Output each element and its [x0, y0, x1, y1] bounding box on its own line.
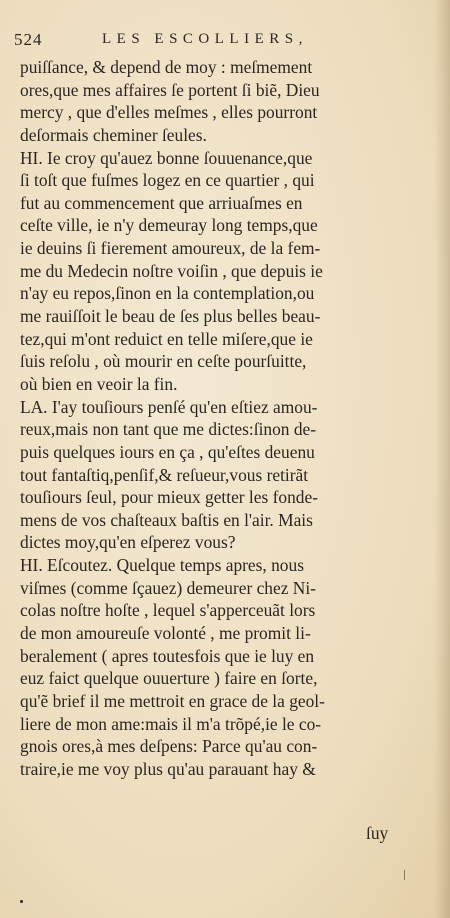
page-edge-shadow: [434, 0, 450, 918]
ink-speck: [20, 900, 23, 903]
page-number: 524: [14, 30, 43, 49]
text-line: gnois ores,à mes deſpens: Parce qu'au con-: [20, 736, 318, 757]
paper-mark: [404, 870, 405, 880]
text-line: ie deuins ſi fierement amoureux, de la fem-: [20, 238, 321, 259]
text-line: puiſſance, & depend de moy : meſmement: [20, 57, 313, 77]
text-line: colas noſtre hoſte , lequel s'apperceuãt lors: [20, 600, 316, 621]
text-line: n'ay eu repos,ſinon en la contemplation,ou: [20, 283, 315, 304]
text-line: ores,que mes affaires ſe portent ſi biẽ, Dieu: [20, 79, 320, 100]
text-line: HI. Ie croy qu'auez bonne ſouuenance,que: [20, 147, 313, 168]
text-line: LA. I'ay touſiours penſé qu'en eſtiez amou-: [20, 396, 318, 417]
text-line: me rauiſſoit le beau de ſes plus belles beau-: [20, 306, 321, 327]
text-line: où bien en veoir la fin.: [20, 373, 178, 394]
text-line: touſiours ſeul, pour mieux getter les fonde-: [20, 487, 318, 508]
body-text: [20, 56, 420, 781]
text-line: euz faict quelque ouuerture ) faire en ſorte,: [20, 668, 318, 689]
text-line: tez,qui m'ont reduict en telle miſere,que ie: [20, 328, 313, 349]
text-line: ſuis reſolu , où mourir en ceſte pourſuitte,: [20, 351, 307, 372]
text-line: reux,mais non tant que me dictes:ſinon de-: [20, 419, 317, 440]
text-line: viſmes (comme ſçauez) demeurer chez Ni-: [20, 577, 316, 598]
text-line: ceſte ville, ie n'y demeuray long temps,que: [20, 215, 318, 236]
text-line: beralement ( apres toutesfois que ie luy en: [20, 645, 315, 666]
text-line: puis quelques iours en ça , qu'eſtes deuenu: [20, 441, 315, 462]
text-line: mens de vos chaſteaux baſtis en l'air. Mais: [20, 509, 313, 530]
catchword: ſuy: [366, 823, 389, 843]
text-line: ſi toſt que fuſmes logez en ce quartier , qui: [20, 170, 315, 191]
text-line: fut au commencement que arriuaſmes en: [20, 192, 303, 213]
text-line: deſormais cheminer ſeules.: [20, 124, 207, 145]
text-line: me du Medecin noſtre voiſin , que depuis ie: [20, 260, 323, 281]
text-line: qu'ẽ brief il me mettroit en grace de la geol-: [20, 690, 325, 711]
text-line: tout fantaſtiq,penſif,& reſueur,vous retirãt: [20, 464, 309, 485]
text-line: mercy , que d'elles meſmes , elles pourront: [20, 102, 318, 123]
page-header: [14, 30, 430, 54]
text-line: traire,ie me voy plus qu'au parauant hay &: [20, 758, 316, 779]
text-line: de mon amoureuſe volonté , me promit li-: [20, 623, 311, 644]
running-title: LES ESCOLLIERS,: [102, 31, 308, 47]
text-line: HI. Eſcoutez. Quelque temps apres, nous: [20, 555, 304, 576]
text-line: liere de mon ame:mais il m'a trõpé,ie le co-: [20, 713, 322, 734]
text-line: dictes moy,qu'en eſperez vous?: [20, 532, 236, 553]
